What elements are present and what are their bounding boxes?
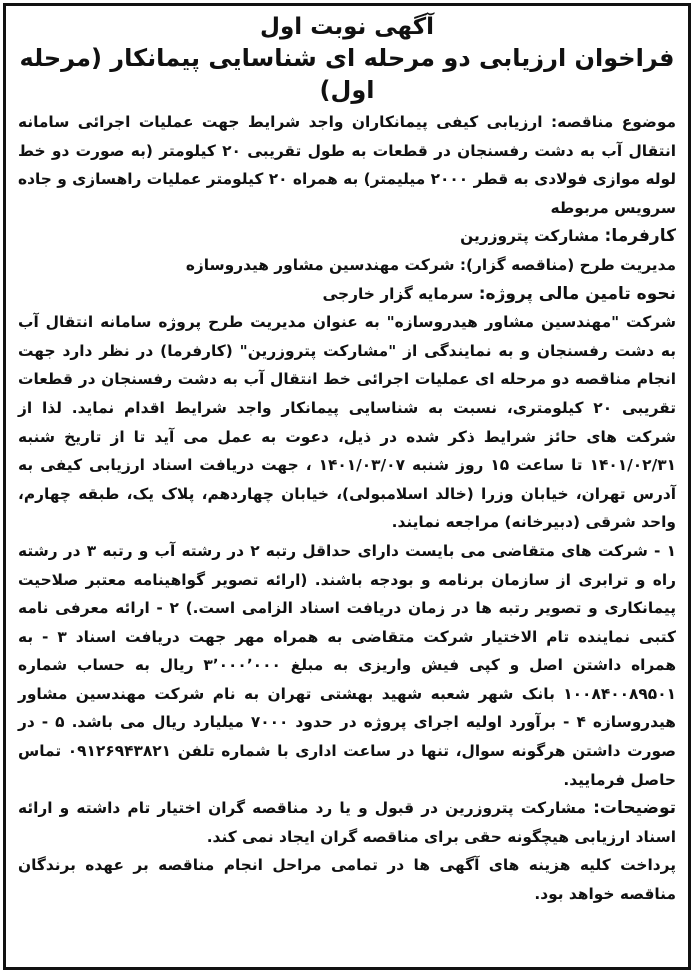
employer-label: کارفرما: [604, 226, 676, 247]
notes-label: توضیحات: [593, 798, 677, 819]
employer-text: مشارکت پتروزرین [460, 227, 600, 246]
fee-paragraph: پرداخت کلیه هزینه های آگهی ها در تمامی مراحل انجام مناقصه بر عهده برندگان مناقصه خواهد بود. [18, 856, 676, 904]
manager-text: شرکت مهندسین مشاور هیدروسازه [185, 255, 455, 274]
subject-text: ارزیابی کیفی پیمانکاران واجد شرایط جهت عملیات اجرائی سامانه انتقال آب به دشت رفسنجان در قطعات به طول تقریبی ۲۰ کیلومتر (به صورت دو خط لوله موازی فولادی به قطر ۲۰۰۰ میلیمتر) به همراه ۲۰ کیلومتر عملیات راهسازی و جاده سرویس مربوطه [18, 113, 676, 217]
notes-paragraph [18, 794, 676, 851]
subject-label: موضوع مناقصه: [551, 113, 677, 131]
financing-label: نحوه تامین مالی پروژه: [478, 283, 676, 304]
notice-title: آگهی نوبت اول [260, 14, 434, 40]
notice-subtitle: فراخوان ارزیابی دو مرحله ای شناسایی پیمانکار (مرحله اول) [19, 44, 675, 104]
intro-paragraph: شرکت "مهندسین مشاور هیدروسازه" به عنوان مدیریت طرح پروژه سامانه انتقال آب به دشت رفسنجان و به نمایندگی از "مشارکت پتروزرین" (کارفرما) در نظر دارد جهت انجام مناقصه دو مرحله ای عملیات اجرائی خط انتقال آب به دشت رفسنجان در قطعات تقریبی ۲۰ کیلومتری، نسبت به شناسایی پیمانکار واجد شرایط اقدام نماید. لذا از شرکت های حائز شرایط ذکر شده در ذیل، دعوت به عمل می آید تا از تاریخ شنبه ۱۴۰۱/۰۲/۳۱ تا ساعت ۱۵ روز شنبه ۱۴۰۱/۰۳/۰۷ ، جهت دریافت اسناد ارزیابی کیفی به آدرس تهران، خیابان وزرا (خالد اسلامبولی)، خیابان چهاردهم، پلاک یک، طبقه چهارم، واحد شرقی (دبیرخانه) مراجعه نمایند. [18, 313, 677, 532]
conditions-paragraph: ۱ - شرکت های متقاضی می بایست دارای حداقل رتبه ۲ در رشته آب و رتبه ۳ در رشته راه و ترابری از سازمان برنامه و بودجه باشند. (ارائه تصویر گواهینامه معتبر صلاحیت پیمانکاری و تصویر رتبه ها در زمان دریافت اسناد الزامی است.) ۲ - ارائه معرفی نامه کتبی نماینده تام الاختیار شرکت متقاضی به همراه مهر جهت دریافت اسناد ۳ - به همراه داشتن اصل و کپی فیش واریزی به مبلغ ۳٬۰۰۰٬۰۰۰ ریال به حساب شماره ۱۰۰۸۴۰۰۸۹۵۰۱ بانک شهر شعبه شهید بهشتی تهران به نام شرکت مهندسین مشاور هیدروسازه ۴ - برآورد اولیه اجرای پروژه در حدود ۷۰۰۰ میلیارد ریال می باشد. ۵ - در صورت داشتن هرگونه سوال، تنها در ساعت اداری با شماره تلفن ۰۹۱۲۶۹۴۳۸۲۱ تماس حاصل فرمایید. [18, 541, 677, 789]
manager-line [18, 251, 676, 280]
financing-text: سرمایه گزار خارجی [322, 284, 474, 303]
subject-paragraph [18, 108, 676, 222]
notes-text: مشارکت پتروزرین در قبول و یا رد مناقصه گران اختیار تام داشته و ارائه اسناد ارزیابی هیچگونه حقی برای مناقصه گران ایجاد نمی کند. [18, 799, 676, 846]
employer-line [18, 222, 676, 251]
notice-frame [3, 3, 691, 970]
financing-line [18, 280, 676, 309]
manager-label: مدیریت طرح (مناقصه گزار): [459, 255, 676, 274]
